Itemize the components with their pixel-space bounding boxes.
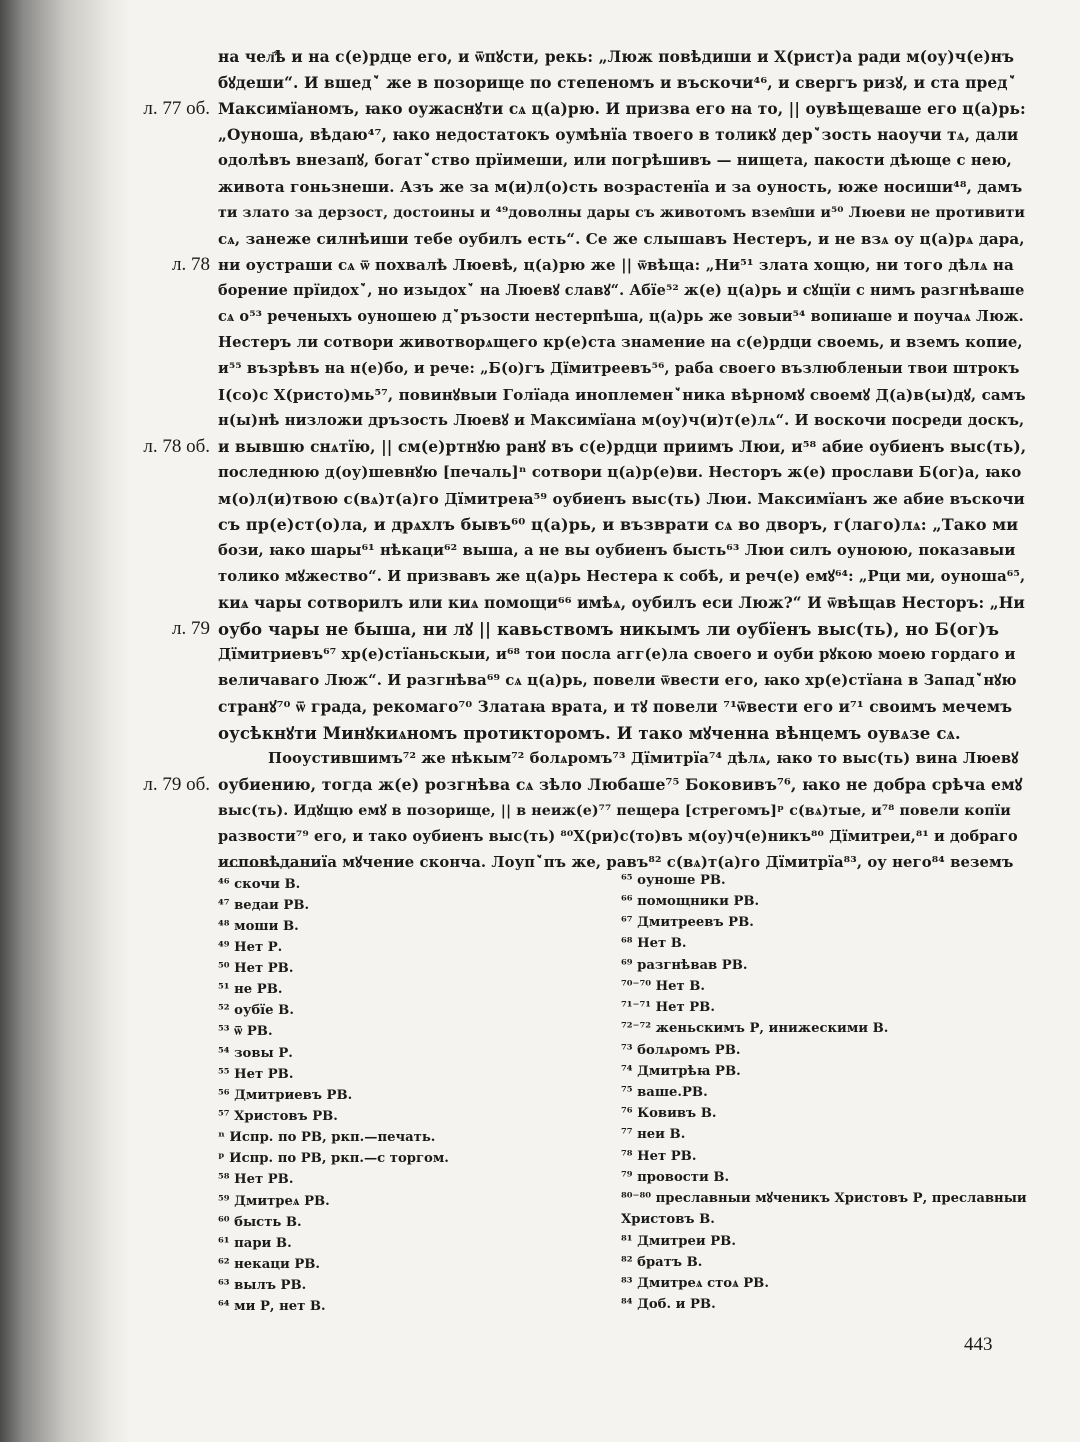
footnote: ⁵⁴ зовы Р. bbox=[218, 1046, 293, 1061]
folio-note: л. 79 об. bbox=[143, 774, 210, 795]
footnote: Христовъ В. bbox=[621, 1212, 715, 1227]
footnote: ⁴⁸ моши В. bbox=[218, 919, 299, 934]
footnote: ⁶⁷ Дмитреевъ РВ. bbox=[621, 915, 754, 930]
text-line: ни оустраши сѧ ѿ похвалѣ Люевѣ, ц(а)рю же || ѿвѣща: „Ни⁵¹ злата хощю, ни того дѣлѧ на bbox=[218, 256, 1014, 274]
folio-note: л. 77 об. bbox=[143, 98, 210, 119]
footnote: ⁷²⁻⁷² женьскимъ Р, инижескими В. bbox=[621, 1021, 889, 1036]
folio-note: л. 79 bbox=[172, 618, 210, 639]
footnote: ⁶¹ пари В. bbox=[218, 1236, 292, 1251]
footnote: ⁵³ ѿ РВ. bbox=[218, 1024, 273, 1039]
text-line: Максимїаномъ, ꙗко оужаснꙋти сѧ ц(а)рю. И призва его на то, || оувѣщеваше его ц(а)рь: bbox=[218, 100, 1026, 118]
footnote: ⁴⁹ Нет Р. bbox=[218, 940, 283, 955]
text-line: странꙋ⁷⁰ ѿ града, рекомаго⁷⁰ Златаꙗ врата, и тꙋ повели ⁷¹ѿвести его и⁷¹ своимъ мечемъ bbox=[218, 698, 1013, 716]
folio-note: л. 78 bbox=[172, 254, 210, 275]
text-line: величаваго Люж“. И разгнѣва⁶⁹ сѧ ц(а)рь, повели ѿвести его, ꙗко хр(е)стїана в Западꙿнꙋю bbox=[218, 672, 1017, 689]
footnote: ⁵¹ не РВ. bbox=[218, 982, 283, 997]
text-line: живота гоньзнеши. Азъ же за м(и)л(о)сть возрастенїа и за оуность, юже носиши⁴⁸, дамъ bbox=[218, 178, 1023, 196]
text-line: Дїмитриевъ⁶⁷ хр(е)стїаньскыи, и⁶⁸ тои посла агг(е)ла своего и оуби рꙋкою моею гордаго и bbox=[218, 646, 1016, 663]
text-line: І(со)с Х(ристо)мь⁵⁷, повинꙋвыи Голїада иноплеменꙿника вѣрномꙋ своемꙋ Д(а)в(ы)дꙋ, самъ bbox=[218, 386, 1026, 404]
text-line: оубо чары не быша, ни лꙋ || кавьствомъ никымъ ли оубїенъ выс(ть), но Б(ог)ъ bbox=[218, 619, 1000, 639]
text-line: оубиению, тогда ж(е) розгнѣва сѧ зѣло Любаше⁷⁵ Боковивъ⁷⁶, ꙗко не добра срѣча емꙋ bbox=[218, 775, 1023, 794]
text-line: „Оуноша, вѣдаю⁴⁷, ꙗко недостатокъ оумѣнїа твоего в толикꙋ дерꙿзость наоучи тѧ, дали bbox=[218, 126, 1019, 144]
footnote: ⁷⁰⁻⁷⁰ Нет В. bbox=[621, 979, 706, 994]
text-line: одолѣвъ внезапꙋ, богатꙿство прїимеши, или погрѣшивъ — нищета, пакости дѣюще с нею, bbox=[218, 152, 1012, 169]
text-line: бꙋдеши“. И вшедꙿ же в позорище по степеномъ и въскочи⁴⁶, и свергъ ризꙋ, и ста предꙿ bbox=[218, 74, 1017, 92]
text-line: сѧ, занеже силнѣиши тебе оубилъ есть“. Се же слышавъ Нестеръ, и не взѧ оу ц(а)рѧ дара, bbox=[218, 230, 1025, 248]
page-number: 443 bbox=[964, 1334, 993, 1355]
footnote: ⁵⁸ Нет РВ. bbox=[218, 1172, 294, 1187]
footnote: ⁸⁰⁻⁸⁰ преславныи мꙋченикъ Христовъ Р, преславныи bbox=[621, 1191, 1027, 1206]
text-line: ти злато за дерзост, достоины и ⁴⁹доволны дары съ животомъ взем҄ши и⁵⁰ Люеви не противити bbox=[218, 205, 1025, 221]
footnote: ⁸¹ Дмитреи РВ. bbox=[621, 1234, 736, 1249]
text-line: м(о)л(и)твою с(вѧ)т(а)го Дїмитреꙗ⁵⁹ оубиенъ выс(ть) Люи. Максимїанъ же абие въскочи bbox=[218, 490, 1025, 508]
text-line: Нестеръ ли сотвори животворѧщего кр(е)ста знамение на с(е)рдци своемь, и вземъ копие, bbox=[218, 334, 1023, 351]
footnote: ⁷⁸ Нет РВ. bbox=[621, 1149, 697, 1164]
footnote: ⁵⁵ Нет РВ. bbox=[218, 1067, 294, 1082]
footnote: ⁸² братъ В. bbox=[621, 1255, 703, 1270]
footnote: ⁶⁰ бысть В. bbox=[218, 1215, 302, 1230]
footnote: ⁴⁶ скочи В. bbox=[218, 877, 301, 892]
footnote: ᵖ Испр. по РВ, ркп.—с торгом. bbox=[218, 1151, 449, 1166]
text-line: и вывшю снѧтїю, || см(е)ртнꙋю ранꙋ въ с(е)рдци приимъ Люи, и⁵⁸ абие оубиенъ выс(ть), bbox=[218, 438, 1027, 456]
footnote: ⁷⁴ Дмитрѣꙗ РВ. bbox=[621, 1064, 741, 1079]
footnote: ⁷⁹ провости В. bbox=[621, 1170, 730, 1185]
footnote: ⁷⁵ ваше.РВ. bbox=[621, 1085, 708, 1100]
text-line: борение прїидохꙿ, но изыдохꙿ на Люевꙋ славꙋ“. Абїе⁵² ж(е) ц(а)рь и сꙋщїи с нимъ разгнѣваше bbox=[218, 282, 1025, 299]
text-line: выс(ть). Идꙋщю емꙋ в позорище, || в неиж(е)⁷⁷ пещера [стрегомъ]ᵖ с(вѧ)тые, и⁷⁸ повели копїи bbox=[218, 803, 1011, 819]
footnote: ⁿ Испр. по РВ, ркп.—печать. bbox=[218, 1130, 436, 1145]
footnote: ⁶³ вылъ РВ. bbox=[218, 1278, 307, 1293]
footnote-divider bbox=[218, 866, 320, 867]
folio-note: л. 78 об. bbox=[143, 436, 210, 457]
text-line: оусѣкнꙋти Минꙋкиѧномъ протикторомъ. И тако мꙋченна вѣнцемъ оувѧзе сѧ. bbox=[218, 723, 961, 743]
footnote: ⁵² оубїе В. bbox=[218, 1003, 294, 1018]
footnote: ⁶⁶ помощники РВ. bbox=[621, 894, 760, 909]
footnote: ⁶⁹ разгнѣвав РВ. bbox=[621, 958, 748, 973]
footnote: ⁵⁹ Дмитреѧ РВ. bbox=[218, 1194, 330, 1209]
footnote: ⁷¹⁻⁷¹ Нет РВ. bbox=[621, 1000, 715, 1015]
footnote: ⁵⁷ Христовъ РВ. bbox=[218, 1109, 338, 1124]
footnote: ⁵⁶ Дмитриевъ РВ. bbox=[218, 1088, 353, 1103]
text-line: исповѣданиїа мꙋчение сконча. Лоупꙿпъ же, равъ⁸² с(вѧ)т(а)го Дїмитрїа⁸³, оу него⁸⁴ веземъ bbox=[218, 854, 1014, 871]
footnote: ⁷⁶ Ковивъ В. bbox=[621, 1106, 717, 1121]
text-line: на чел҄ѣ и на с(е)рдце его, и ѿпꙋсти, рекь: „Люж повѣдиши и Х(рист)а ради м(оу)ч(е)нъ bbox=[218, 48, 1015, 66]
text-line: толико мꙋжество“. И призвавъ же ц(а)рь Нестера к собѣ, и реч(е) емꙋ⁶⁴: „Рци ми, оуноша⁶⁵, bbox=[218, 568, 1026, 585]
footnote: ⁶² некаци РВ. bbox=[218, 1257, 321, 1272]
text-line: киѧ чары сотворилъ или киѧ помощи⁶⁶ имѣѧ, оубилъ еси Люж?“ И ѿвѣщав Несторъ: „Ни bbox=[218, 594, 1025, 612]
footnote: ⁷⁷ неи В. bbox=[621, 1127, 686, 1142]
text-line: развости⁷⁹ его, и тако оубиенъ выс(ть) ⁸⁰Х(ри)с(то)въ м(оу)ч(е)никъ⁸⁰ Дїмитреи,⁸¹ и добраго bbox=[218, 828, 1018, 845]
footnote: ⁶⁵ оуноше РВ. bbox=[621, 873, 726, 888]
footnote: ⁸³ Дмитреѧ стоѧ РВ. bbox=[621, 1276, 769, 1291]
footnote: ⁶⁴ ми Р, нет В. bbox=[218, 1299, 326, 1314]
footnote: ⁴⁷ ведаи РВ. bbox=[218, 898, 310, 913]
text-line: и⁵⁵ възрѣвъ на н(е)бо, и рече: „Б(о)гъ Дїмитреевъ⁵⁶, раба своего възлюбленыи твои штрокъ bbox=[218, 360, 1020, 377]
footnote: ⁵⁰ Нет РВ. bbox=[218, 961, 294, 976]
text-line: сѧ о⁵³ реченыхъ оуношею дꙿръзости нестерпѣша, ц(а)рь же зовыи⁵⁴ вопиꙗше и поучаѧ Люж. bbox=[218, 308, 1024, 325]
text-line: последнюю д(оу)шевнꙋю [печаль]ⁿ сотвори ц(а)р(е)ви. Несторъ ж(е) прослави Б(ог)а, ꙗко bbox=[218, 464, 1022, 481]
text-line: съ пр(е)ст(о)ла, и дрѧхлъ бывъ⁶⁰ ц(а)рь, и възврати сѧ во дворъ, г(лаго)лѧ: „Тако ми bbox=[218, 515, 1019, 534]
text-line: н(ы)нѣ низложи дръзость Люевꙋ и Максимїана м(оу)ч(и)т(е)лѧ“. И воскочи посреди доскъ, bbox=[218, 412, 1025, 429]
text-line: бози, ꙗко шары⁶¹ нѣкаци⁶² выша, а не вы оубиенъ бысть⁶³ Люи силъ оуноюю, показавыи bbox=[218, 542, 1016, 559]
text-line: Пооустившимъ⁷² же нѣкым⁷² болѧромъ⁷³ Дїмитрїа⁷⁴ дѣлѧ, ꙗко то выс(ть) вина Люевꙋ bbox=[268, 750, 1019, 767]
footnote: ⁸⁴ Доб. и РВ. bbox=[621, 1297, 716, 1312]
footnote: ⁶⁸ Нет В. bbox=[621, 936, 687, 951]
footnote: ⁷³ болѧромъ РВ. bbox=[621, 1043, 741, 1058]
